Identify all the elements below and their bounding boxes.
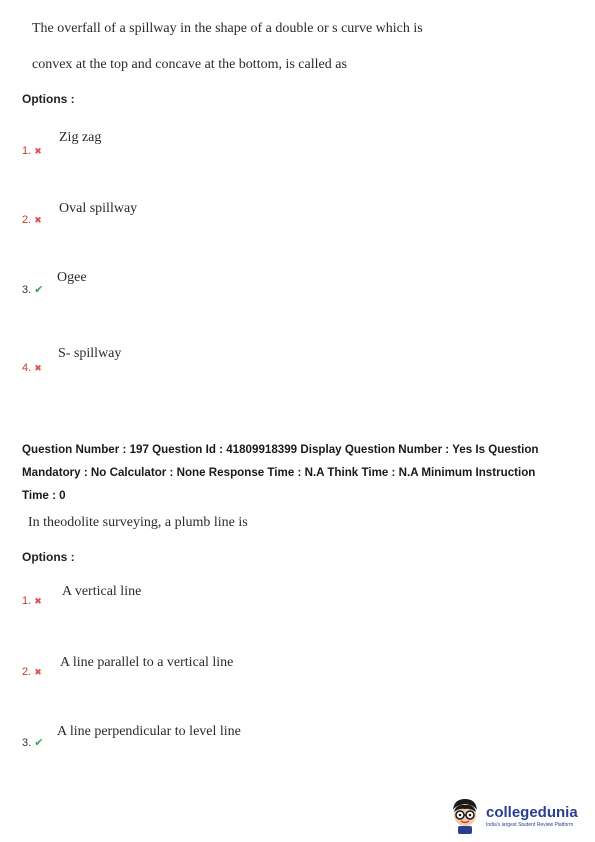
option-number-text: 1. — [22, 145, 32, 157]
cross-icon: ✖ — [34, 362, 42, 373]
options-label: Options : — [22, 550, 75, 564]
option-text: Oval spillway — [59, 201, 138, 216]
option-number — [22, 362, 42, 374]
option-text: S- spillway — [58, 346, 122, 361]
cross-icon: ✖ — [34, 595, 42, 606]
cross-icon: ✖ — [34, 214, 42, 225]
options-label: Options : — [22, 92, 75, 106]
question-meta-line: Time : 0 — [22, 489, 66, 502]
question-text: In theodolite surveying, a plumb line is — [28, 515, 248, 530]
option-text: A line parallel to a vertical line — [60, 655, 234, 670]
question-meta-line: Mandatory : No Calculator : None Response Time : N.A Think Time : N.A Minimum Instruction — [22, 466, 536, 479]
option-number — [22, 283, 43, 296]
question-text-line-1: The overfall of a spillway in the shape of a double or s curve which is — [32, 21, 423, 36]
question-meta-line: Question Number : 197 Question Id : 41809918399 Display Question Number : Yes Is Question — [22, 443, 539, 456]
cross-icon: ✖ — [34, 666, 42, 677]
option-number — [22, 736, 43, 749]
option-number — [22, 666, 42, 678]
question-text-line-2: convex at the top and concave at the bottom, is called as — [32, 57, 347, 72]
option-number — [22, 145, 42, 157]
check-icon: ✔ — [34, 284, 44, 296]
option-text: Zig zag — [59, 130, 102, 145]
option-number — [22, 214, 42, 226]
mascot-icon — [448, 796, 482, 836]
question-meta — [22, 438, 582, 507]
option-number-text: 2. — [22, 214, 32, 226]
logo-text — [486, 804, 578, 828]
collegedunia-logo — [448, 796, 578, 836]
cross-icon: ✖ — [34, 145, 42, 156]
option-number-text: 1. — [22, 595, 32, 607]
option-text: A line perpendicular to level line — [57, 724, 241, 739]
check-icon: ✔ — [34, 737, 44, 749]
option-number-text: 2. — [22, 666, 32, 678]
option-number-text: 4. — [22, 362, 32, 374]
option-number-text: 3. — [22, 283, 32, 296]
option-text: A vertical line — [62, 584, 142, 599]
option-number — [22, 595, 42, 607]
option-number-text: 3. — [22, 736, 32, 749]
logo-name: collegedunia — [486, 804, 578, 821]
option-text: Ogee — [57, 270, 87, 285]
logo-tagline: India's largest Student Review Platform — [486, 822, 574, 828]
